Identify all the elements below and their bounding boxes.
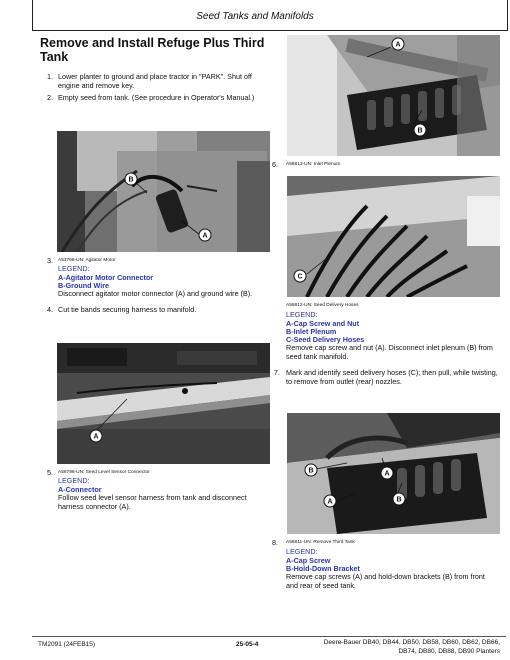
hoses-callouts <box>287 176 500 297</box>
sensor-callouts <box>57 343 270 464</box>
step-6-text: Remove cap screw and nut (A). Disconnect inlet plenum (B) from seed tank manifold. <box>286 343 493 362</box>
step-4-text: Cut tie bands securing harness to manifold. <box>58 305 197 314</box>
section-title: Remove and Install Refuge Plus Third Tank <box>40 36 265 64</box>
callout-a-marker <box>198 228 212 242</box>
step-8-legend-item-b: B-Hold-Down Bracket <box>286 564 360 573</box>
svg-text:A: A <box>93 433 99 441</box>
callout-a-marker-2 <box>89 429 103 443</box>
step-6-caption: A56813-UN: Inlet Plenum <box>286 162 341 167</box>
step-2-number: 2. <box>47 93 53 102</box>
svg-text:B: B <box>396 496 402 504</box>
header-title: Seed Tanks and Manifolds <box>196 11 314 22</box>
step-7-text: Mark and identify seed delivery hoses (C); then pull, while twisting, to remove from outlet (rear) nozzles. <box>286 368 498 387</box>
callout-a-marker-4 <box>380 466 394 480</box>
step-8-legend-item-a: A-Cap Screw <box>286 556 331 565</box>
step-1-number: 1. <box>47 72 53 81</box>
callout-c-marker <box>293 269 307 283</box>
footer-divider <box>32 636 506 637</box>
step-4-number: 4. <box>47 305 53 314</box>
callout-b-marker-2 <box>413 123 427 137</box>
svg-text:A: A <box>395 41 401 49</box>
callout-b-marker-3 <box>304 463 318 477</box>
svg-text:B: B <box>308 467 314 475</box>
step-6-number: 6. <box>272 160 278 169</box>
footer-page-number: 25-05-4 <box>236 641 259 648</box>
svg-text:B: B <box>128 176 134 184</box>
step-5-text: Follow seed level sensor harness from tank and disconnect harness connector (A). <box>58 493 247 512</box>
step-1-text: Lower planter to ground and place tractor in "PARK". Shut off engine and remove key. <box>58 72 252 91</box>
step-5-number: 5. <box>47 468 53 477</box>
svg-text:A: A <box>384 470 390 478</box>
svg-text:A: A <box>202 232 208 240</box>
step-3-legend-item-a: A-Agitator Motor Connector <box>58 273 154 282</box>
step-3-legend-heading: LEGEND: <box>58 264 90 273</box>
callout-a-marker-5 <box>323 494 337 508</box>
step-3-caption: A53768-UN: Agitator Motor <box>58 258 116 263</box>
step-3-legend-item-b: B-Ground Wire <box>58 281 110 290</box>
step-8-number: 8. <box>272 538 278 547</box>
step-5-caption: A56796-UN: Seed Level Sensor Connector <box>58 470 150 475</box>
svg-text:C: C <box>297 273 303 281</box>
svg-text:B: B <box>417 127 423 135</box>
step-3-text: Disconnect agitator motor connector (A) and ground wire (B). <box>58 289 253 298</box>
step-6-legend-item-b: B-Inlet Plenum <box>286 327 337 336</box>
step-2-text: Empty seed from tank. (See procedure in Operator's Manual.) <box>58 93 255 102</box>
footer-models-line-2: DB74, DB80, DB88, DB90 Planters <box>398 648 500 655</box>
footer-models-line-1: Deere-Bauer DB40, DB44, DB50, DB58, DB60, DB62, DB66, <box>323 639 500 646</box>
step-7-number: 7. <box>274 368 280 377</box>
callout-a-marker-3 <box>391 37 405 51</box>
step-5-legend-item-a: A-Connector <box>58 485 102 494</box>
step-3-number: 3. <box>47 256 53 265</box>
step-8-text: Remove cap screws (A) and hold-down brackets (B) from front and rear of seed tank. <box>286 572 485 591</box>
agitator-callouts <box>57 131 270 252</box>
callout-b-marker-4 <box>392 492 406 506</box>
step-8-caption: A56811-UN: Remove Third Tank <box>286 540 355 545</box>
step-6-caption-2: A56812-UN: Seed Delivery Hoses <box>286 303 359 308</box>
step-6-legend-item-c: C-Seed Delivery Hoses <box>286 335 365 344</box>
manifold-callouts <box>287 35 500 156</box>
svg-text:A: A <box>327 498 333 506</box>
footer-doc-id: TM2091 (24FEB15) <box>38 641 96 648</box>
step-8-legend-heading: LEGEND: <box>286 547 318 556</box>
step-6-legend-item-a: A-Cap Screw and Nut <box>286 319 360 328</box>
callout-b-marker <box>124 172 138 186</box>
step-5-legend-heading: LEGEND: <box>58 476 90 485</box>
step-6-legend-heading: LEGEND: <box>286 310 318 319</box>
